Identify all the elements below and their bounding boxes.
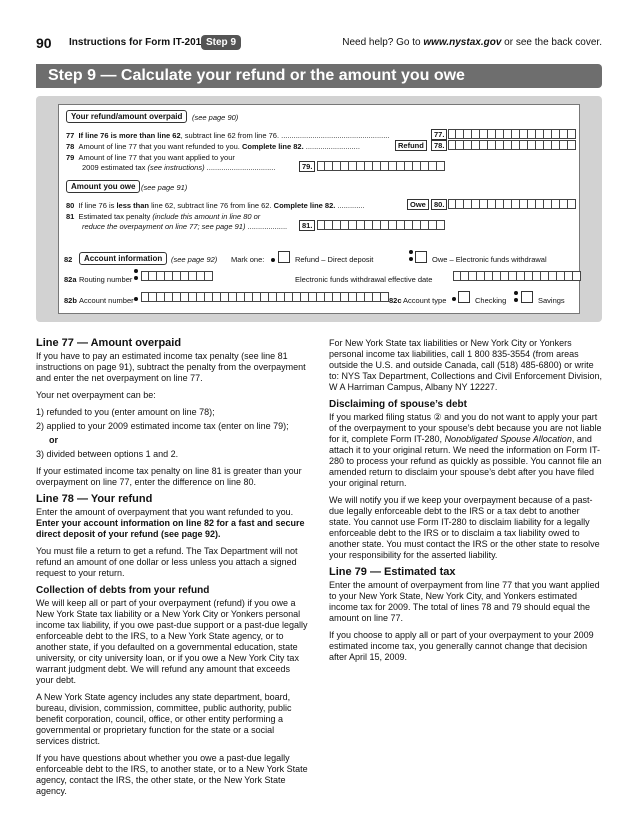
line78-box-label: 78.: [431, 140, 447, 151]
line78-para-2: You must file a return to get a refund. The Tax Department will not refund an amount of one dollar or less unless you attach a signed request to your return.: [36, 546, 298, 578]
list-item-or: or: [49, 435, 58, 445]
line79-label: 79 Amount of line 77 that you want applied to your: [66, 153, 235, 162]
refund-direct-checkbox[interactable]: [278, 251, 290, 263]
savings-dot-1: [514, 291, 518, 295]
line79-para-2: If you choose to apply all or part of your overpayment to your 2009 estimated income tax, you generally cannot change that decision after April 15, 2009.: [329, 630, 594, 662]
disclaim-para-1: If you marked filing status ② and you do not want to apply your part of the overpayment to your spouse’s debt because you are not liable for it, complete Form IT-280, Nonobligated Spouse Allocation, and attach it to your original return. We need the information on Form IT-280 to process your refund as quickly as possible. You cannot file an amended return to disclaim your spouse’s debt after you have filed your original return.: [329, 412, 602, 488]
left-column: [36, 338, 308, 803]
line77-label: 77 If line 76 is more than line 62, subtract line 62 from line 76. ....................................................: [66, 131, 390, 140]
form-panel: [36, 96, 602, 322]
line78-heading: Line 78 — Your refund: [36, 493, 153, 505]
line79-heading: Line 79 — Estimated tax: [329, 566, 456, 578]
effective-date-label: Electronic funds withdrawal effective date: [295, 275, 433, 284]
line80-label: 80 If line 76 is less than line 62, subtract line 76 from line 62. Complete line 82. .............: [66, 201, 365, 210]
account-info-label: Account information: [79, 252, 167, 265]
collection-para-1: We will keep all or part of your overpayment (refund) if you owe a New York State tax liability or a New York City or Yonkers personal income tax liability, if you owe past-due support or a past-due legally enforceable debt to the IRS, to a New York State agency, or to another state, if you defaulted on a governmental education, state university, or city university loan, or if you owe a New York City tax warrant judgment debt. We will refund any amount that exceeds your debt.: [36, 598, 308, 685]
routing-dot-1: [134, 269, 138, 273]
line82b-num: 82b: [64, 296, 77, 305]
owe-electronic-label: Owe – Electronic funds withdrawal: [432, 255, 547, 264]
form-area: [58, 104, 580, 314]
effective-date-field[interactable]: [453, 271, 581, 281]
routing-dot-2: [134, 276, 138, 280]
line77-box-label: 77.: [431, 129, 447, 140]
page-number: 90: [36, 35, 52, 51]
disclaim-para-2: We will notify you if we keep your overpayment because of a past-due legally enforceable debt to the IRS or a tax debt to another state. You cannot use Form IT-280 to disclaim liability for a legally enforceable debt to the IRS or to disclaim a tax liability owed to another state. You must contact the IRS or the other state to resolve your responsibility for the asserted liability.: [329, 495, 600, 560]
line77-para-1: If you have to pay an estimated income tax penalty (see line 81 instructions on page 91), subtract the penalty from the overpayment and enter the net overpayment on line 77.: [36, 351, 306, 383]
instructions-title: Instructions for Form IT-201: [69, 37, 202, 48]
collection-para-2: A New York State agency includes any state department, board, bureau, division, commission, committee, public authority, public benefit corporation, council, office, or other entity performing a governmental or proprietary function for the state or a social services district.: [36, 692, 292, 746]
line80-box-label: 80.: [431, 199, 447, 210]
line79-box-label: 79.: [299, 161, 315, 172]
mark-one-label: Mark one:: [231, 255, 265, 264]
checking-label: Checking: [475, 296, 507, 305]
collection-para-3: If you have questions about whether you owe a past-due legally enforceable debt to the IRS, to another state, or to a New York State agency, contact the IRS, the other state, or the New York State agency.: [36, 753, 308, 796]
line78-label: 78 Amount of line 77 that you want refunded to you. Complete line 82. ..........................: [66, 142, 360, 151]
refund-overpaid-label: Your refund/amount overpaid: [66, 110, 187, 123]
line81-label-2: reduce the overpayment on line 77; see page 91) ...................: [82, 222, 288, 231]
line77-para-2: Your net overpayment can be:: [36, 390, 156, 400]
refund-tag: Refund: [395, 140, 427, 151]
routing-number-field[interactable]: [141, 271, 213, 281]
line81-box-label: 81.: [299, 220, 315, 231]
account-type-label: Account type: [403, 296, 447, 305]
line82a-num: 82a: [64, 275, 77, 284]
owe-dot-2: [409, 257, 413, 261]
disclaim-heading: Disclaiming of spouse’s debt: [329, 399, 467, 410]
list-item-1: 1) refunded to you (enter amount on line 78);: [36, 407, 215, 417]
help-text: Need help? Go to www.nystax.gov or see the back cover.: [342, 37, 602, 48]
line80-amount-field[interactable]: [448, 199, 576, 209]
line79-para-1: Enter the amount of overpayment from line 77 that you want applied to your New York State, New York City, and Yonkers estimated income tax for 2009. The total of lines 78 and 79 should equal the amount on line 77.: [329, 580, 600, 623]
contact-para: For New York State tax liabilities or New York City or Yonkers personal income tax liabilities, call 1 800 835-3554 (from areas outside the U.S. and outside Canada, call (518) 485-6800) or write to: NYS Tax Department, Collections and Civil Enforcement Division, W A Harriman Campus, Albany NY 12227.: [329, 338, 602, 392]
savings-dot-2: [514, 298, 518, 302]
amount-owe-label: Amount you owe: [66, 180, 140, 193]
list-item-2: 2) applied to your 2009 estimated income tax (enter on line 79);: [36, 421, 289, 431]
line79-label-2: 2009 estimated tax (see instructions) .................................: [82, 163, 276, 172]
refund-overpaid-ref: (see page 90): [192, 113, 239, 122]
checking-checkbox[interactable]: [458, 291, 470, 303]
line78-amount-field[interactable]: [448, 140, 576, 150]
refund-direct-label: Refund – Direct deposit: [295, 255, 374, 264]
line78-para-1: Enter the amount of overpayment that you want refunded to you. Enter your account information on line 82 for a fast and secure direct deposit of your refund (see page 92).: [36, 507, 305, 539]
page-header: [36, 34, 602, 54]
account-number-label: Account number: [79, 296, 134, 305]
savings-checkbox[interactable]: [521, 291, 533, 303]
collection-heading: Collection of debts from your refund: [36, 585, 210, 596]
list-item-3: 3) divided between options 1 and 2.: [36, 449, 179, 459]
help-link[interactable]: www.nystax.gov: [423, 37, 502, 48]
right-column: [329, 338, 602, 669]
account-info-ref: (see page 92): [171, 255, 218, 264]
account-number-field[interactable]: [141, 292, 389, 302]
account-type-dot: [452, 297, 456, 301]
line77-heading: Line 77 — Amount overpaid: [36, 337, 182, 349]
routing-label: Routing number: [79, 275, 133, 284]
line77-amount-field[interactable]: [448, 129, 576, 139]
account-dot: [134, 297, 138, 301]
line81-label: 81 Estimated tax penalty (include this amount in line 80 or: [66, 212, 261, 221]
line81-amount-field[interactable]: [317, 220, 445, 230]
step-badge: Step 9: [201, 35, 241, 50]
owe-dot-1: [409, 250, 413, 254]
savings-label: Savings: [538, 296, 565, 305]
step-banner: Step 9 — Calculate your refund or the amount you owe: [36, 64, 602, 88]
amount-owe-ref: (see page 91): [141, 183, 188, 192]
line77-para-3: If your estimated income tax penalty on line 81 is greater than your overpayment on line 77, enter the difference on line 80.: [36, 466, 302, 487]
owe-electronic-checkbox[interactable]: [415, 251, 427, 263]
owe-tag: Owe: [407, 199, 429, 210]
line79-amount-field[interactable]: [317, 161, 445, 171]
line82-num: 82: [64, 255, 73, 264]
mark-one-dot: [271, 258, 275, 262]
line82c-num: 82c: [389, 296, 402, 305]
